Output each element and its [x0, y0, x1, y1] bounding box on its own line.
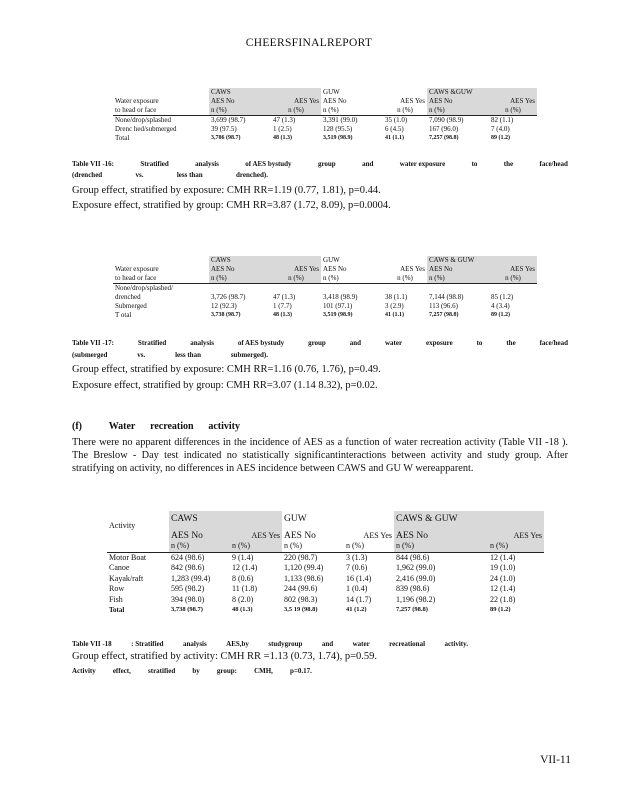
cell: 48 (1.3) — [273, 312, 292, 318]
group-header-caws: CAWS — [169, 511, 282, 531]
caption-part: vs. — [137, 351, 146, 359]
caption-part: to — [471, 160, 478, 168]
caption-part: and — [362, 160, 374, 168]
cell: 89 (1.2) — [491, 312, 511, 318]
cell: 89 (1.2) — [491, 135, 511, 141]
cell: 4 (3.4) — [491, 302, 510, 310]
cell: 41 (1.1) — [385, 135, 405, 141]
table-row — [113, 284, 537, 294]
cell: 1,283 (99.4) — [171, 573, 211, 583]
caption-part: face/head — [539, 160, 568, 168]
subheader: AES Yes — [271, 265, 321, 274]
row-label: None/drop/splashed — [113, 116, 209, 126]
group-header-guw: GUW — [284, 514, 307, 524]
caption-part: to — [476, 339, 483, 347]
cell: 24 (1.0) — [490, 573, 516, 583]
unit-label: n (%) — [397, 106, 413, 114]
cell: 22 (1.8) — [490, 594, 516, 604]
cell: 1,196 (98.2) — [396, 594, 436, 604]
unit-label: n (%) — [323, 274, 339, 282]
cell: 3,519 (98.9) — [323, 312, 353, 318]
group-effect-text: Group effect, stratified by activity: CMH RR =1.13 (0.73, 1.74), p=0.59. — [72, 651, 378, 662]
caption-part: (drenched — [72, 171, 103, 179]
cell: 3 (1.3) — [344, 552, 394, 563]
caption-part: analysis — [190, 339, 214, 347]
cell: 1,120 (99.4) — [284, 563, 324, 572]
cell — [427, 284, 489, 294]
caption-part: of AES bystudy — [245, 160, 292, 168]
subheader: AES Yes — [400, 97, 426, 105]
caption-part: the — [506, 339, 516, 347]
table-row — [113, 116, 537, 126]
row-label: Kayak/raft — [109, 573, 144, 583]
cell: 3,738 (98.7) — [211, 312, 241, 318]
table-row — [107, 552, 544, 563]
cell: 47 (1.3) — [273, 293, 296, 301]
cell: 1 (0.4) — [346, 584, 368, 593]
subheader: AES Yes — [400, 265, 426, 273]
cell: 394 (98.0) — [171, 594, 205, 604]
table-vii-18 — [107, 511, 544, 616]
subheader: AES No — [209, 265, 271, 274]
cell: 3,738 (98.7) — [171, 606, 203, 613]
unit-label: n (%) — [209, 274, 271, 284]
cell: 3,519 (98.9) — [323, 135, 353, 141]
group-header-caws: CAWS — [209, 88, 321, 97]
table-row — [113, 302, 537, 311]
cell: 8 (2.0) — [232, 594, 254, 604]
cell: 6 (4.5) — [385, 125, 404, 133]
caption-part: Stratified — [137, 339, 167, 347]
row-label: Drenc hed/submerged — [115, 125, 177, 133]
caption-part: studygroup — [268, 640, 303, 648]
row-label: Submerged — [115, 302, 147, 310]
activity-effect-text — [72, 667, 312, 676]
group-header-caws: CAWS — [209, 256, 321, 265]
unit-label: n (%) — [489, 274, 537, 284]
cell: 39 (97.5) — [211, 125, 237, 133]
heading-part: recreation — [150, 421, 194, 432]
caption-part: analysis — [183, 640, 207, 648]
table-vii-16 — [113, 88, 537, 143]
row-label-header: Water exposure — [115, 265, 159, 273]
unit-label: n (%) — [489, 106, 537, 116]
cell: 1,962 (99.0) — [396, 563, 436, 572]
cell: 41 (1.2) — [346, 606, 367, 613]
cell: 1 (7.7) — [273, 302, 292, 310]
unit-label: n (%) — [488, 541, 544, 552]
cell: 12 (1.4) — [488, 552, 544, 563]
caption-part: group — [308, 339, 326, 347]
cell: 839 (98.6) — [396, 584, 430, 593]
table-vii-17 — [113, 256, 537, 320]
subheader: AES Yes — [489, 265, 537, 274]
caption-part: (submerged — [72, 351, 108, 359]
row-label-header: Water exposure — [115, 97, 159, 105]
unit-label: n (%) — [394, 541, 488, 552]
cell: 7,257 (98.8) — [396, 606, 428, 613]
total-row — [113, 311, 537, 320]
cell: 101 (97.1) — [323, 302, 353, 310]
cell: 7 (0.6) — [346, 563, 368, 572]
cell: 11 (1.8) — [232, 584, 258, 593]
row-label: Row — [109, 584, 125, 593]
caption-part: exposure — [425, 339, 453, 347]
cell — [383, 284, 427, 294]
caption-part: activity. — [444, 640, 468, 648]
section-heading — [72, 421, 240, 432]
unit-label: n (%) — [397, 274, 413, 282]
cell — [271, 284, 321, 294]
cell: 85 (1.2) — [491, 293, 514, 301]
row-label: Total — [109, 606, 125, 614]
group-header-guw: GUW — [323, 256, 340, 264]
effect-part: stratified — [148, 667, 176, 675]
cell: 48 (1.3) — [273, 135, 292, 141]
cell: 48 (1.3) — [232, 606, 253, 613]
group-header-combined: CAWS &GUW — [427, 88, 537, 97]
cell: 38 (1.1) — [385, 293, 408, 301]
caption-part: of AES bystudy — [237, 339, 285, 347]
cell: 1 (2.5) — [273, 125, 292, 133]
caption-part: recreational — [389, 640, 426, 648]
cell: 3,418 (98.9) — [323, 293, 358, 301]
page-header: CHEERSFINALREPORT — [245, 37, 373, 49]
unit-label: n (%) — [169, 541, 230, 552]
cell: 12 (1.4) — [232, 563, 258, 572]
cell: 3,786 (98.7) — [211, 135, 241, 141]
subheader: AES Yes — [230, 531, 282, 542]
cell: 595 (98.2) — [171, 584, 205, 593]
caption-part: less than — [176, 171, 203, 179]
group-effect-text: Group effect, stratified by exposure: CMH RR=1.19 (0.77, 1.81), p=0.44. — [72, 185, 381, 196]
cell: 8 (0.6) — [232, 573, 254, 583]
caption-part: group — [317, 160, 336, 168]
heading-part: Water — [108, 421, 136, 432]
table-row — [113, 125, 537, 134]
caption-part: water — [384, 339, 403, 347]
group-header-combined: CAWS & GUW — [427, 256, 537, 265]
cell: 7,257 (98.8) — [429, 312, 459, 318]
cell: 7,257 (98.8) — [429, 135, 459, 141]
row-label: None/drop/splashed/ — [113, 284, 209, 294]
effect-part: CMH, — [254, 667, 273, 675]
cell: 19 (1.0) — [490, 563, 516, 572]
cell: 47 (1.3) — [271, 116, 321, 126]
cell: 82 (1.1) — [489, 116, 537, 126]
effect-part: p=0.17. — [290, 667, 312, 675]
cell: 3,391 (99.0) — [321, 116, 383, 126]
unit-label: n (%) — [230, 541, 282, 552]
subheader: AES Yes — [363, 530, 393, 540]
table-row — [107, 563, 544, 574]
body-paragraph: There were no apparent differences in the incidence of AES as a function of water recreation activity (Table VII -18 ). The Breslow - Day test indicated no statistically significantinteractions between activity and study group. After stratifying on activity, no differences in AES incidence between CAWS and GU W wereapparent. — [72, 437, 568, 475]
group-effect-text: Group effect, stratified by exposure: CMH RR=1.16 (0.76, 1.76), p=0.49. — [72, 364, 381, 375]
group-header-guw: GUW — [323, 88, 340, 96]
caption-part: and — [321, 640, 334, 648]
heading-part: (f) — [72, 421, 82, 432]
unit-label: n (%) — [284, 541, 302, 550]
cell: 844 (98.6) — [394, 552, 488, 563]
unit-label: n (%) — [346, 541, 364, 550]
cell: 7 (4.0) — [491, 125, 510, 133]
caption-part: water — [352, 640, 370, 648]
cell: 113 (96.6) — [429, 302, 458, 310]
caption-part: analysis — [195, 160, 219, 168]
row-label-header: Activity — [109, 520, 136, 530]
unit-label: n (%) — [271, 274, 321, 284]
unit-label: n (%) — [271, 106, 321, 116]
cell: 128 (95.5) — [323, 125, 353, 133]
subheader: AES No — [323, 265, 347, 273]
cell: 167 (96.0) — [429, 125, 459, 133]
subheader: AES No — [427, 265, 489, 274]
subheader: AES Yes — [489, 97, 537, 106]
cell: 7,090 (98.9) — [427, 116, 489, 126]
caption-part: AES,by — [226, 640, 249, 648]
caption-part: : Stratified — [131, 640, 164, 648]
caption-part: water exposure — [399, 160, 446, 168]
row-label: drenched — [115, 293, 141, 301]
subheader: AES Yes — [488, 531, 544, 542]
caption-part: drenched). — [236, 171, 268, 179]
effect-part: effect, — [112, 667, 131, 675]
caption-part: Table VII -17: — [72, 339, 115, 347]
caption-part: Stratified — [140, 160, 169, 168]
cell: 41 (1.1) — [385, 312, 405, 318]
cell: 1,133 (98.6) — [284, 573, 324, 583]
row-label: Motor Boat — [107, 552, 169, 563]
table-caption-line-2 — [72, 351, 268, 360]
cell: 7,144 (98.8) — [429, 293, 464, 301]
caption-part: vs. — [135, 171, 144, 179]
subheader: AES Yes — [271, 97, 321, 106]
cell: 802 (98.3) — [284, 594, 318, 604]
exposure-effect-text: Exposure effect, stratified by group: CMH RR=3.07 (1.14 8.32), p=0.02. — [72, 380, 378, 391]
page-number: VII-11 — [540, 754, 571, 766]
cell: 3,699 (98.7) — [209, 116, 271, 126]
subheader: AES No — [284, 530, 316, 541]
caption-part: Table VII -18 — [72, 640, 112, 648]
cell: 624 (98.6) — [169, 552, 230, 563]
caption-part: submerged). — [230, 351, 268, 359]
cell: 12 (1.4) — [490, 584, 516, 593]
row-label-header: to head or face — [115, 274, 157, 282]
cell: 3,726 (98.7) — [211, 293, 246, 301]
cell: 244 (99.6) — [284, 584, 318, 593]
table-row — [107, 574, 544, 585]
caption-part: Table VII -16: — [72, 160, 115, 168]
heading-part: activity — [208, 421, 240, 432]
cell: 16 (1.4) — [346, 573, 372, 583]
total-row — [113, 134, 537, 143]
cell: 3 (2.9) — [385, 302, 404, 310]
subheader: AES No — [169, 531, 230, 542]
table-caption — [72, 160, 568, 169]
cell — [489, 284, 537, 294]
table-caption — [72, 339, 568, 348]
subheader: AES No — [427, 97, 489, 106]
cell: 2,416 (99.0) — [396, 573, 436, 583]
caption-part: the — [503, 160, 514, 168]
unit-label: n (%) — [209, 106, 271, 116]
row-label: Fish — [109, 594, 123, 604]
subheader: AES No — [394, 531, 488, 542]
row-label-header: to head or face — [115, 106, 157, 114]
caption-part: less than — [175, 351, 201, 359]
table-row — [107, 595, 544, 606]
effect-part: group: — [216, 667, 237, 675]
cell: 220 (98.7) — [282, 552, 344, 563]
cell: 842 (98.6) — [171, 563, 205, 572]
cell: 3,5 19 (98.8) — [284, 606, 318, 613]
table-caption-line-2 — [72, 171, 268, 180]
cell: 35 (1.0) — [383, 116, 427, 126]
group-header-combined: CAWS & GUW — [394, 511, 544, 531]
row-label: Canoe — [109, 563, 130, 572]
cell: 89 (1.2) — [490, 606, 511, 613]
unit-label: n (%) — [427, 274, 489, 284]
row-label: T otal — [115, 311, 132, 319]
table-row — [107, 584, 544, 595]
subheader: AES No — [323, 97, 347, 105]
unit-label: n (%) — [323, 106, 339, 114]
unit-label: n (%) — [427, 106, 489, 116]
cell: 9 (1.4) — [230, 552, 282, 563]
table-row — [113, 293, 537, 302]
row-label: Total — [115, 134, 130, 142]
cell — [321, 284, 383, 294]
caption-part: face/head — [539, 339, 568, 347]
cell: 12 (92.3) — [211, 302, 237, 310]
subheader: AES No — [209, 97, 271, 106]
effect-part: Activity — [72, 667, 96, 675]
table-caption — [72, 640, 468, 649]
exposure-effect-text: Exposure effect, stratified by group: CMH RR=3.87 (1.72, 8.09), p=0.0004. — [72, 200, 391, 211]
caption-part: and — [349, 339, 362, 347]
total-row — [107, 605, 544, 616]
cell — [209, 284, 271, 294]
effect-part: by — [192, 667, 200, 675]
cell: 14 (1.7) — [346, 594, 372, 604]
